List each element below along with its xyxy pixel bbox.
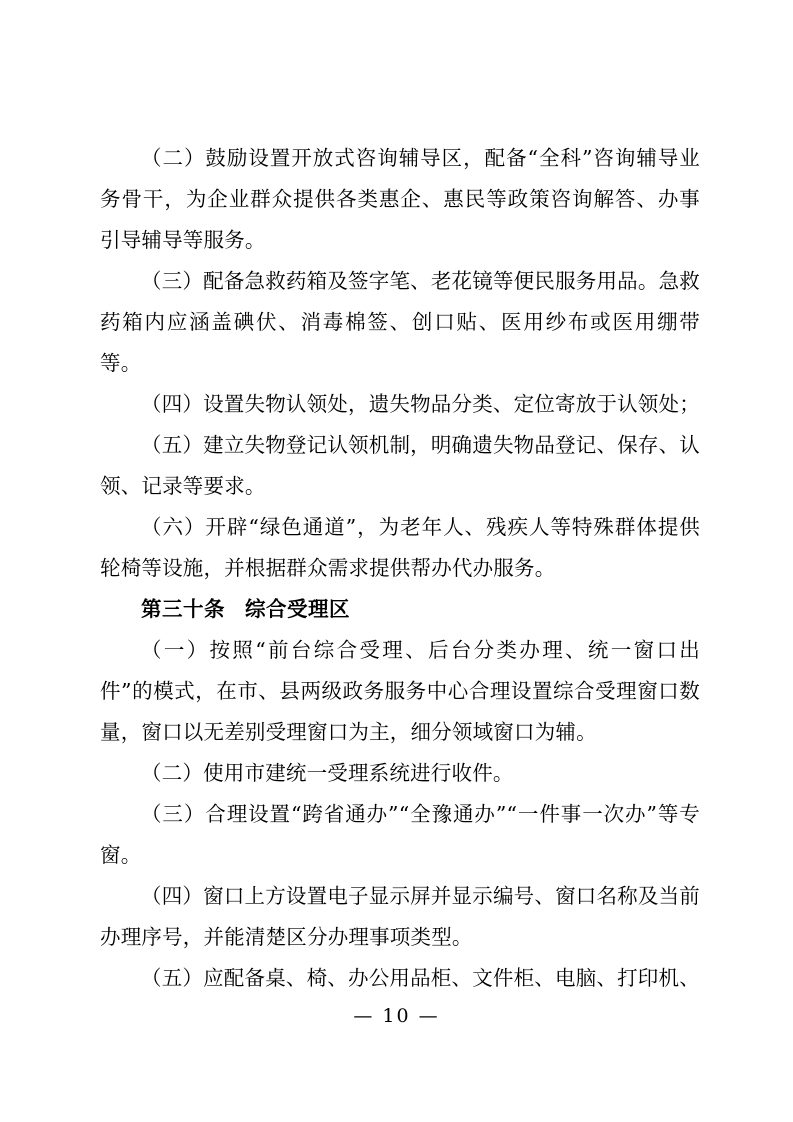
paragraph-30-5: （五）应配备桌、椅、办公用品柜、文件柜、电脑、打印机、 [141,966,700,990]
paragraph-30-4: （四）窗口上方设置电子显示屏并显示编号、窗口名称及当前办理序号，并能清楚区分办理事项类型。 [100,884,700,949]
paragraph-30-3: （三）合理设置“跨省通办”“全豫通办”“一件事一次办”等专窗。 [100,802,700,867]
article-number: 第三十条 [141,597,225,621]
paragraph-5: （五）建立失物登记认领机制，明确遗失物品登记、保存、认领、记录等要求。 [100,433,700,498]
paragraph-6: （六）开辟“绿色通道”，为老年人、残疾人等特殊群体提供轮椅等设施，并根据群众需求提供帮办代办服务。 [100,515,700,580]
paragraph-30-1: （一）按照“前台综合受理、后台分类办理、统一窗口出件”的模式，在市、县两级政务服务中心合理设置综合受理窗口数量，窗口以无差别受理窗口为主，细分领域窗口为辅。 [100,638,700,744]
document-body [100,138,700,999]
article-title: 综合受理区 [245,597,350,621]
page-number: — 10 — [353,1005,440,1027]
paragraph-3: （三）配备急救药箱及签字笔、老花镜等便民服务用品。急救药箱内应涵盖碘伏、消毒棉签、创口贴、医用纱布或医用绷带等。 [100,269,700,375]
paragraph-2: （二）鼓励设置开放式咨询辅导区，配备“全科”咨询辅导业务骨干，为企业群众提供各类惠企、惠民等政策咨询解答、办事引导辅导等服务。 [100,146,700,252]
article-heading-30 [100,589,700,630]
paragraph-4: （四）设置失物认领处，遗失物品分类、定位寄放于认领处； [141,392,700,416]
paragraph-30-2: （二）使用市建统一受理系统进行收件。 [141,761,514,785]
